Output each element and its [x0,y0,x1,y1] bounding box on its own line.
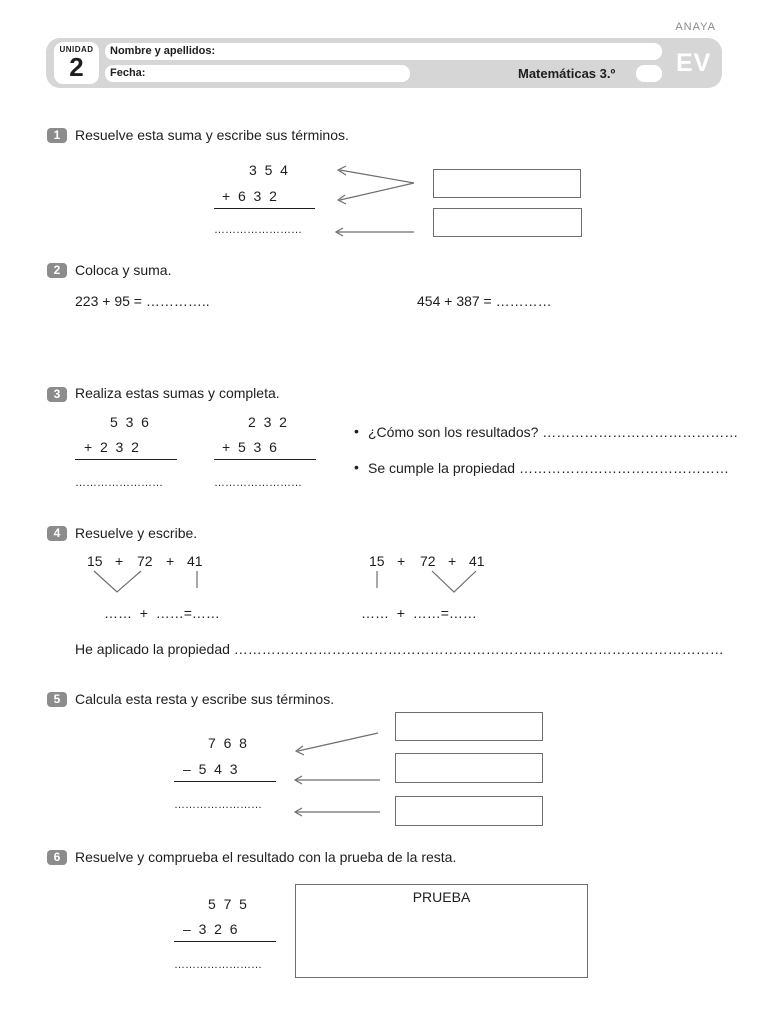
ex4-right-connector-icon [377,571,476,592]
ex6-row-1: 5 7 5 [208,896,247,912]
ex3-left-row-1: 5 3 6 [110,414,149,430]
ex4-right-blanks[interactable]: …… + ……=…… [361,605,477,621]
ex5-row-1: 7 6 8 [208,735,247,751]
exercise-3-badge: 3 [47,387,67,402]
date-label: Fecha: [110,67,146,79]
ex4-left-num-2: 72 [137,553,153,569]
exercise-6-badge: 6 [47,850,67,865]
ev-label: EV [676,49,712,77]
ex1-arrow-bottom-icon [338,183,414,204]
exercise-2-badge: 2 [47,263,67,278]
ex3-right-row-2: + 5 3 6 [222,439,277,455]
ex6-row-2: – 3 2 6 [183,921,238,937]
ex4-right-num-2: 72 [420,553,436,569]
ex5-answer-dots[interactable]: …………………… [174,799,262,811]
ex4-right-plus-1: + [397,553,406,569]
publisher-logo: ANAYA [675,21,716,33]
exercise-5-badge: 5 [47,692,67,707]
ex4-left-num-1: 15 [87,553,103,569]
exercise-1-prompt: Resuelve esta suma y escribe sus términos. [75,127,349,143]
unit-label: UNIDAD [59,45,94,54]
ex4-right-plus-2: + [448,553,457,569]
ex1-row-1: 3 5 4 [249,162,288,178]
ex2-item-2[interactable]: 454 + 387 = ………… [417,293,552,309]
exercise-2-prompt: Coloca y suma. [75,262,172,278]
ex3-bullet-2: • [354,459,359,475]
exercise-4-badge: 4 [47,526,67,541]
ex6-proof-label: PRUEBA [412,889,471,905]
ex3-bullet-1: • [354,423,359,439]
ex4-left-blanks[interactable]: …… + ……=…… [104,605,220,621]
ex1-arrow-result-icon [336,228,414,236]
ex1-answer-dots[interactable]: …………………… [214,224,302,236]
ex4-left-num-3: 41 [187,553,203,569]
name-label: Nombre y apellidos: [110,45,216,57]
ex3-right-row-1: 2 3 2 [248,414,287,430]
ex1-arrow-top-icon [338,166,414,183]
ex5-arrow-top-icon [296,733,378,755]
ex3-left-dots[interactable]: …………………… [75,477,163,489]
exercise-1-badge: 1 [47,128,67,143]
unit-number: 2 [69,52,84,82]
subject-label: Matemáticas 3.º [518,66,616,81]
ex5-row-2: – 5 4 3 [183,761,238,777]
ex3-question-2[interactable]: Se cumple la propiedad ……………………………………… [368,460,729,476]
exercise-5-prompt: Calcula esta resta y escribe sus términos. [75,691,335,707]
ex4-property-line[interactable]: He aplicado la propiedad …………………………………………………………………………………………… [75,641,724,657]
ex3-right-dots[interactable]: …………………… [214,477,302,489]
ex6-answer-dots[interactable]: …………………… [174,959,262,971]
ex5-arrow-middle-icon [295,776,380,784]
ex3-question-1[interactable]: ¿Cómo son los resultados? …………………………………… [368,424,739,440]
ex4-left-plus-1: + [115,553,124,569]
ex4-left-connector-icon [94,571,197,592]
ex1-row-2: + 6 3 2 [222,188,277,204]
ex2-item-1[interactable]: 223 + 95 = ………….. [75,293,210,309]
ex5-arrow-bottom-icon [295,808,380,816]
ex4-right-num-1: 15 [369,553,385,569]
exercise-3-prompt: Realiza estas sumas y completa. [75,385,280,401]
ex4-right-num-3: 41 [469,553,485,569]
exercise-4-prompt: Resuelve y escribe. [75,525,198,541]
exercise-6-prompt: Resuelve y comprueba el resultado con la prueba de la resta. [75,849,457,865]
ex4-left-plus-2: + [166,553,175,569]
ex3-left-row-2: + 2 3 2 [84,439,139,455]
